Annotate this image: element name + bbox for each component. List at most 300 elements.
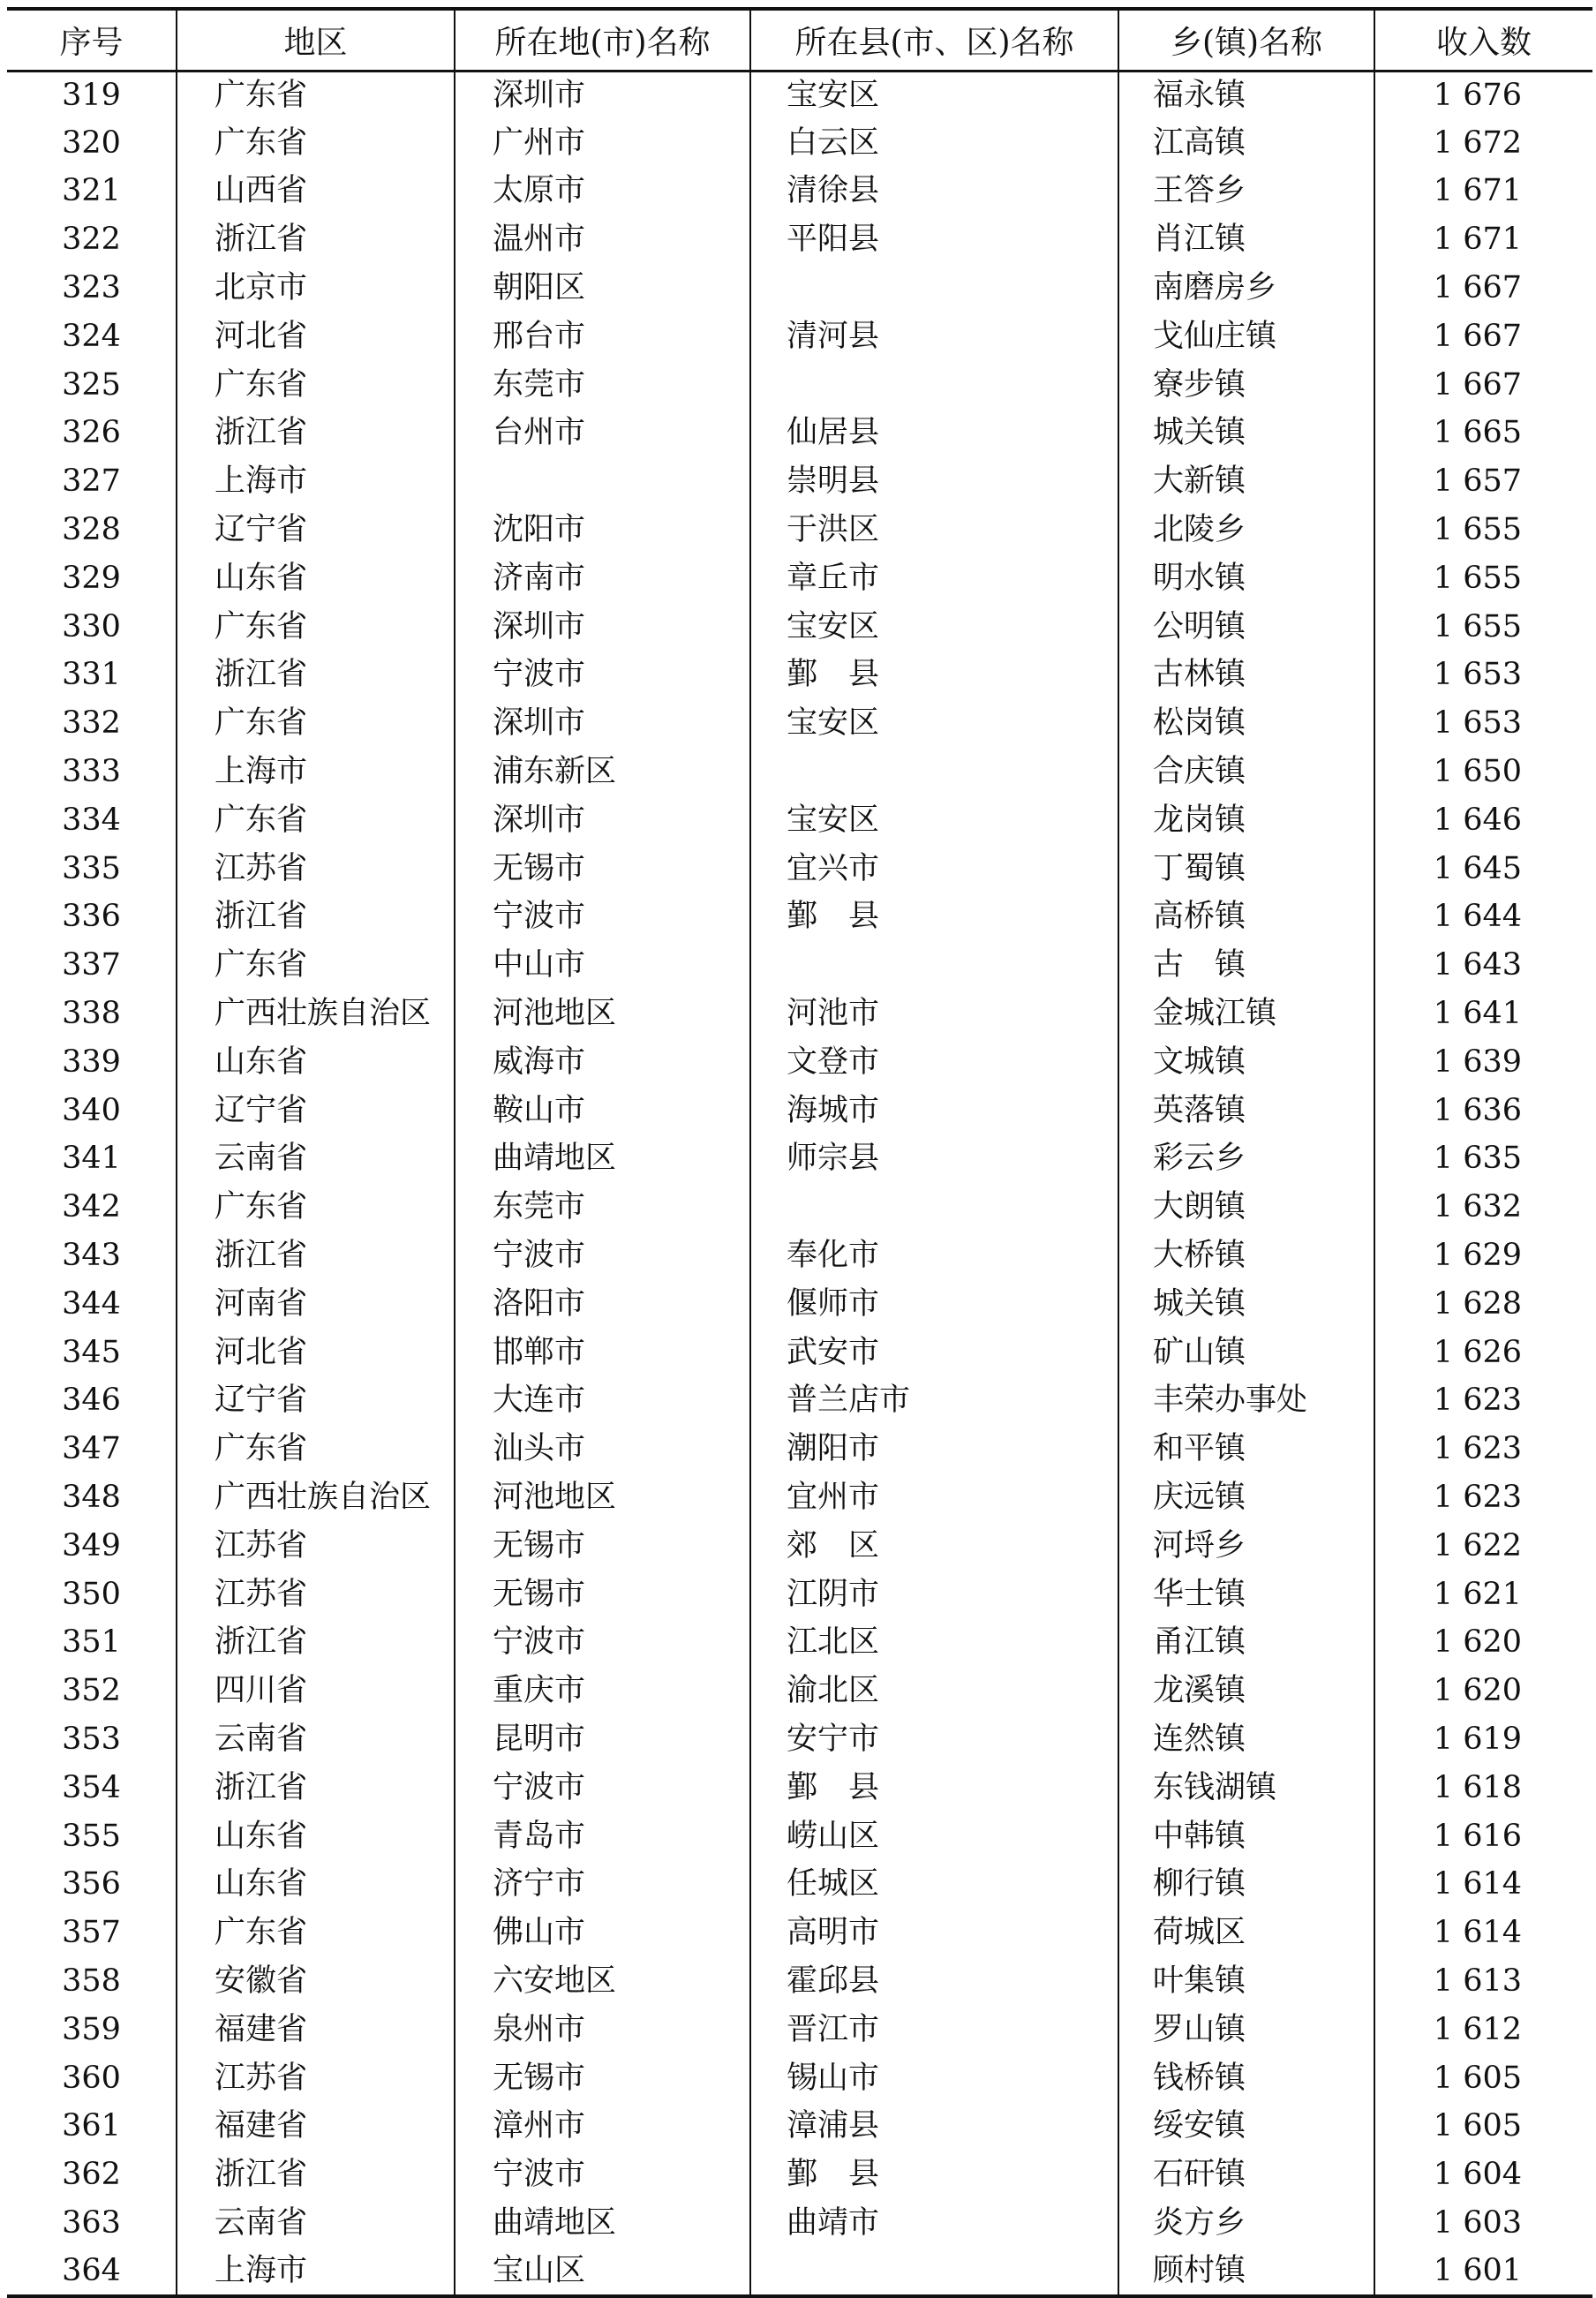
cell-town: 华士镇 xyxy=(1118,1571,1374,1619)
income-table xyxy=(7,7,1592,2298)
cell-town: 松岗镇 xyxy=(1118,699,1374,748)
cell-town: 罗山镇 xyxy=(1118,2006,1374,2054)
cell-city: 台州市 xyxy=(455,410,750,458)
cell-town: 连然镇 xyxy=(1118,1715,1374,1764)
income-table-page xyxy=(7,7,1592,2298)
cell-income: 1 613 xyxy=(1374,1957,1592,2006)
table-row xyxy=(7,1522,1592,1571)
cell-county: 河池市 xyxy=(750,990,1118,1038)
cell-city: 深圳市 xyxy=(455,796,750,845)
table-row xyxy=(7,1764,1592,1812)
cell-income: 1 643 xyxy=(1374,941,1592,990)
table-row xyxy=(7,1715,1592,1764)
cell-income: 1 623 xyxy=(1374,1377,1592,1426)
cell-city: 宁波市 xyxy=(455,2151,750,2199)
cell-county: 仙居县 xyxy=(750,410,1118,458)
cell-income: 1 623 xyxy=(1374,1473,1592,1522)
cell-city: 青岛市 xyxy=(455,1812,750,1861)
cell-town: 丰荣办事处 xyxy=(1118,1377,1374,1426)
cell-county: 师宗县 xyxy=(750,1135,1118,1184)
cell-city: 昆明市 xyxy=(455,1715,750,1764)
cell-city: 宁波市 xyxy=(455,1232,750,1280)
cell-city: 宝山区 xyxy=(455,2248,750,2296)
cell-seq: 323 xyxy=(62,270,121,306)
table-row xyxy=(7,2054,1592,2103)
cell-income: 1 626 xyxy=(1374,1329,1592,1377)
cell-income: 1 614 xyxy=(1374,1909,1592,1957)
cell-income: 1 653 xyxy=(1374,699,1592,748)
cell-city xyxy=(455,457,750,506)
cell-town: 炎方乡 xyxy=(1118,2199,1374,2248)
cell-seq: 329 xyxy=(62,560,121,596)
header-seq: 序号 xyxy=(7,9,177,71)
cell-region: 广东省 xyxy=(177,796,455,845)
cell-region: 辽宁省 xyxy=(177,506,455,554)
cell-city: 朝阳区 xyxy=(455,264,750,313)
cell-county: 章丘市 xyxy=(750,554,1118,603)
cell-income: 1 672 xyxy=(1374,119,1592,168)
cell-seq: 336 xyxy=(62,899,121,935)
cell-county: 任城区 xyxy=(750,1860,1118,1909)
header-city: 所在地(市)名称 xyxy=(455,9,750,71)
cell-region: 辽宁省 xyxy=(177,1377,455,1426)
cell-region: 山东省 xyxy=(177,1038,455,1087)
cell-income: 1 601 xyxy=(1374,2248,1592,2296)
cell-town: 王答乡 xyxy=(1118,168,1374,216)
table-row xyxy=(7,1329,1592,1377)
cell-region: 江苏省 xyxy=(177,1522,455,1571)
cell-town: 大桥镇 xyxy=(1118,1232,1374,1280)
cell-seq: 327 xyxy=(62,463,121,500)
table-row xyxy=(7,1232,1592,1280)
header-county: 所在县(市、区)名称 xyxy=(750,9,1118,71)
cell-county: 清河县 xyxy=(750,313,1118,361)
cell-income: 1 612 xyxy=(1374,2006,1592,2054)
cell-town: 彩云乡 xyxy=(1118,1135,1374,1184)
table-row xyxy=(7,215,1592,264)
cell-seq: 338 xyxy=(62,996,121,1032)
cell-town: 东钱湖镇 xyxy=(1118,1764,1374,1812)
cell-region: 山西省 xyxy=(177,168,455,216)
cell-city: 中山市 xyxy=(455,941,750,990)
cell-county xyxy=(750,941,1118,990)
table-row xyxy=(7,1087,1592,1135)
cell-town: 顾村镇 xyxy=(1118,2248,1374,2296)
cell-county xyxy=(750,361,1118,410)
cell-region: 浙江省 xyxy=(177,652,455,700)
table-row xyxy=(7,990,1592,1038)
table-row xyxy=(7,2102,1592,2151)
cell-region: 云南省 xyxy=(177,2199,455,2248)
cell-county: 海城市 xyxy=(750,1087,1118,1135)
cell-seq: 340 xyxy=(62,1092,121,1128)
table-row xyxy=(7,2006,1592,2054)
cell-income: 1 622 xyxy=(1374,1522,1592,1571)
cell-region: 广东省 xyxy=(177,119,455,168)
cell-region: 河南省 xyxy=(177,1280,455,1329)
cell-region: 浙江省 xyxy=(177,893,455,942)
cell-county: 宝安区 xyxy=(750,796,1118,845)
cell-county xyxy=(750,264,1118,313)
cell-seq: 341 xyxy=(62,1141,121,1177)
table-row xyxy=(7,71,1592,119)
table-row xyxy=(7,1571,1592,1619)
cell-seq: 348 xyxy=(62,1480,121,1515)
cell-city: 深圳市 xyxy=(455,699,750,748)
cell-income: 1 632 xyxy=(1374,1183,1592,1232)
cell-seq: 331 xyxy=(62,657,121,693)
cell-county: 文登市 xyxy=(750,1038,1118,1087)
cell-town: 绥安镇 xyxy=(1118,2102,1374,2151)
cell-city: 邯郸市 xyxy=(455,1329,750,1377)
cell-town: 矿山镇 xyxy=(1118,1329,1374,1377)
cell-seq: 324 xyxy=(62,318,121,354)
cell-county: 霍邱县 xyxy=(750,1957,1118,2006)
cell-region: 江苏省 xyxy=(177,2054,455,2103)
cell-seq: 322 xyxy=(62,222,121,258)
table-row xyxy=(7,941,1592,990)
cell-region: 上海市 xyxy=(177,748,455,796)
cell-income: 1 671 xyxy=(1374,168,1592,216)
cell-town: 大朗镇 xyxy=(1118,1183,1374,1232)
cell-city: 汕头市 xyxy=(455,1425,750,1473)
cell-region: 广东省 xyxy=(177,603,455,652)
cell-town: 荷城区 xyxy=(1118,1909,1374,1957)
cell-city: 浦东新区 xyxy=(455,748,750,796)
cell-income: 1 636 xyxy=(1374,1087,1592,1135)
cell-city: 曲靖地区 xyxy=(455,2199,750,2248)
table-row xyxy=(7,699,1592,748)
cell-region: 广东省 xyxy=(177,71,455,119)
table-row xyxy=(7,652,1592,700)
table-row xyxy=(7,313,1592,361)
table-row xyxy=(7,1135,1592,1184)
cell-income: 1 628 xyxy=(1374,1280,1592,1329)
cell-city: 无锡市 xyxy=(455,1522,750,1571)
cell-seq: 353 xyxy=(62,1721,121,1757)
cell-income: 1 665 xyxy=(1374,410,1592,458)
cell-county: 于洪区 xyxy=(750,506,1118,554)
cell-income: 1 635 xyxy=(1374,1135,1592,1184)
cell-seq: 343 xyxy=(62,1238,121,1274)
cell-region: 山东省 xyxy=(177,554,455,603)
cell-income: 1 667 xyxy=(1374,361,1592,410)
cell-income: 1 604 xyxy=(1374,2151,1592,2199)
cell-city: 济宁市 xyxy=(455,1860,750,1909)
cell-income: 1 655 xyxy=(1374,554,1592,603)
cell-county: 白云区 xyxy=(750,119,1118,168)
cell-city: 漳州市 xyxy=(455,2102,750,2151)
table-row xyxy=(7,2199,1592,2248)
cell-city: 宁波市 xyxy=(455,1619,750,1668)
cell-income: 1 639 xyxy=(1374,1038,1592,1087)
cell-seq: 364 xyxy=(7,2248,177,2296)
cell-seq: 326 xyxy=(62,415,121,451)
cell-county: 宜兴市 xyxy=(750,845,1118,893)
cell-county: 崂山区 xyxy=(750,1812,1118,1861)
cell-town: 高桥镇 xyxy=(1118,893,1374,942)
cell-town: 肖江镇 xyxy=(1118,215,1374,264)
header-region: 地区 xyxy=(177,9,455,71)
cell-region: 安徽省 xyxy=(177,1957,455,2006)
cell-town: 江高镇 xyxy=(1118,119,1374,168)
cell-seq: 350 xyxy=(62,1576,121,1612)
cell-county: 曲靖市 xyxy=(750,2199,1118,2248)
cell-seq: 356 xyxy=(62,1866,121,1902)
table-row xyxy=(7,1183,1592,1232)
cell-seq: 352 xyxy=(62,1673,121,1709)
table-row xyxy=(7,1957,1592,2006)
cell-county: 锡山市 xyxy=(750,2054,1118,2103)
cell-region: 上海市 xyxy=(177,457,455,506)
cell-city: 邢台市 xyxy=(455,313,750,361)
header-income: 收入数 xyxy=(1374,9,1592,71)
cell-seq: 347 xyxy=(62,1431,121,1467)
cell-county: 宝安区 xyxy=(750,71,1118,119)
cell-county: 鄞 县 xyxy=(750,652,1118,700)
cell-city: 无锡市 xyxy=(455,2054,750,2103)
table-row xyxy=(7,554,1592,603)
cell-income: 1 616 xyxy=(1374,1812,1592,1861)
cell-town: 和平镇 xyxy=(1118,1425,1374,1473)
cell-region: 浙江省 xyxy=(177,2151,455,2199)
cell-city: 重庆市 xyxy=(455,1667,750,1715)
table-row xyxy=(7,264,1592,313)
cell-county: 崇明县 xyxy=(750,457,1118,506)
cell-town: 城关镇 xyxy=(1118,1280,1374,1329)
cell-seq: 335 xyxy=(62,850,121,886)
cell-county: 清徐县 xyxy=(750,168,1118,216)
cell-town: 古 镇 xyxy=(1118,941,1374,990)
cell-income: 1 653 xyxy=(1374,652,1592,700)
cell-county: 鄞 县 xyxy=(750,893,1118,942)
cell-town: 金城江镇 xyxy=(1118,990,1374,1038)
cell-income: 1 621 xyxy=(1374,1571,1592,1619)
cell-seq: 363 xyxy=(62,2204,121,2241)
cell-income: 1 645 xyxy=(1374,845,1592,893)
table-row xyxy=(7,748,1592,796)
cell-county: 偃师市 xyxy=(750,1280,1118,1329)
cell-town: 城关镇 xyxy=(1118,410,1374,458)
cell-seq: 328 xyxy=(62,512,121,548)
cell-region: 上海市 xyxy=(177,2248,455,2296)
cell-income: 1 629 xyxy=(1374,1232,1592,1280)
cell-town: 龙溪镇 xyxy=(1118,1667,1374,1715)
table-row xyxy=(7,168,1592,216)
cell-town: 南磨房乡 xyxy=(1118,264,1374,313)
table-row xyxy=(7,119,1592,168)
table-row xyxy=(7,1909,1592,1957)
table-body xyxy=(7,71,1592,2296)
cell-county: 漳浦县 xyxy=(750,2102,1118,2151)
cell-income: 1 655 xyxy=(1374,603,1592,652)
cell-city: 河池地区 xyxy=(455,990,750,1038)
cell-county: 高明市 xyxy=(750,1909,1118,1957)
cell-city: 沈阳市 xyxy=(455,506,750,554)
cell-town: 丁蜀镇 xyxy=(1118,845,1374,893)
cell-town: 古林镇 xyxy=(1118,652,1374,700)
cell-county: 晋江市 xyxy=(750,2006,1118,2054)
cell-county: 潮阳市 xyxy=(750,1425,1118,1473)
cell-income: 1 614 xyxy=(1374,1860,1592,1909)
cell-income: 1 667 xyxy=(1374,264,1592,313)
cell-county: 安宁市 xyxy=(750,1715,1118,1764)
cell-seq: 325 xyxy=(62,366,121,403)
cell-town: 柳行镇 xyxy=(1118,1860,1374,1909)
cell-city: 深圳市 xyxy=(455,603,750,652)
cell-city: 广州市 xyxy=(455,119,750,168)
cell-town: 河埒乡 xyxy=(1118,1522,1374,1571)
cell-region: 云南省 xyxy=(177,1135,455,1184)
cell-seq: 361 xyxy=(62,2108,121,2144)
cell-seq: 357 xyxy=(62,1915,121,1951)
cell-income: 1 619 xyxy=(1374,1715,1592,1764)
cell-town: 龙岗镇 xyxy=(1118,796,1374,845)
cell-seq: 362 xyxy=(62,2157,121,2193)
cell-county: 江北区 xyxy=(750,1619,1118,1668)
cell-seq: 344 xyxy=(62,1285,121,1322)
cell-region: 浙江省 xyxy=(177,215,455,264)
cell-county: 鄞 县 xyxy=(750,1764,1118,1812)
cell-city: 宁波市 xyxy=(455,893,750,942)
cell-city: 曲靖地区 xyxy=(455,1135,750,1184)
cell-seq: 346 xyxy=(62,1383,121,1419)
cell-seq: 355 xyxy=(62,1818,121,1854)
cell-town: 叶集镇 xyxy=(1118,1957,1374,2006)
cell-county: 宝安区 xyxy=(750,603,1118,652)
header-row xyxy=(7,9,1592,71)
table-row xyxy=(7,457,1592,506)
cell-region: 云南省 xyxy=(177,1715,455,1764)
table-row xyxy=(7,796,1592,845)
cell-region: 广东省 xyxy=(177,941,455,990)
cell-town: 钱桥镇 xyxy=(1118,2054,1374,2103)
cell-region: 河北省 xyxy=(177,313,455,361)
cell-city: 东莞市 xyxy=(455,1183,750,1232)
cell-seq: 354 xyxy=(62,1769,121,1805)
cell-town: 公明镇 xyxy=(1118,603,1374,652)
cell-income: 1 671 xyxy=(1374,215,1592,264)
cell-income: 1 657 xyxy=(1374,457,1592,506)
cell-income: 1 644 xyxy=(1374,893,1592,942)
cell-income: 1 603 xyxy=(1374,2199,1592,2248)
table-row xyxy=(7,2151,1592,2199)
cell-income: 1 620 xyxy=(1374,1667,1592,1715)
cell-city: 宁波市 xyxy=(455,652,750,700)
cell-seq: 342 xyxy=(62,1189,121,1225)
table-row xyxy=(7,2248,1592,2296)
cell-region: 广西壮族自治区 xyxy=(177,990,455,1038)
cell-city: 泉州市 xyxy=(455,2006,750,2054)
cell-town: 寮步镇 xyxy=(1118,361,1374,410)
cell-seq: 349 xyxy=(62,1527,121,1563)
cell-county: 平阳县 xyxy=(750,215,1118,264)
cell-city: 威海市 xyxy=(455,1038,750,1087)
cell-county xyxy=(750,748,1118,796)
cell-seq: 351 xyxy=(62,1624,121,1661)
cell-seq: 339 xyxy=(62,1044,121,1080)
cell-seq: 358 xyxy=(62,1963,121,1999)
table-row xyxy=(7,1619,1592,1668)
cell-city: 济南市 xyxy=(455,554,750,603)
cell-seq: 319 xyxy=(62,77,121,113)
cell-income: 1 676 xyxy=(1374,71,1592,119)
table-row xyxy=(7,1667,1592,1715)
cell-city: 河池地区 xyxy=(455,1473,750,1522)
cell-town: 戈仙庄镇 xyxy=(1118,313,1374,361)
table-row xyxy=(7,1280,1592,1329)
cell-income: 1 618 xyxy=(1374,1764,1592,1812)
cell-region: 北京市 xyxy=(177,264,455,313)
table-row xyxy=(7,1473,1592,1522)
cell-income: 1 620 xyxy=(1374,1619,1592,1668)
table-row xyxy=(7,1038,1592,1087)
cell-city: 鞍山市 xyxy=(455,1087,750,1135)
table-row xyxy=(7,361,1592,410)
cell-income: 1 641 xyxy=(1374,990,1592,1038)
table-row xyxy=(7,1377,1592,1426)
table-row xyxy=(7,410,1592,458)
cell-region: 浙江省 xyxy=(177,1764,455,1812)
table-row xyxy=(7,845,1592,893)
cell-income: 1 623 xyxy=(1374,1425,1592,1473)
table-row xyxy=(7,603,1592,652)
cell-city: 温州市 xyxy=(455,215,750,264)
cell-region: 山东省 xyxy=(177,1812,455,1861)
cell-region: 广东省 xyxy=(177,1425,455,1473)
cell-region: 山东省 xyxy=(177,1860,455,1909)
cell-city: 六安地区 xyxy=(455,1957,750,2006)
cell-region: 广东省 xyxy=(177,1909,455,1957)
cell-region: 福建省 xyxy=(177,2102,455,2151)
cell-town: 英落镇 xyxy=(1118,1087,1374,1135)
cell-county: 鄞 县 xyxy=(750,2151,1118,2199)
cell-seq: 334 xyxy=(62,802,121,838)
cell-city: 洛阳市 xyxy=(455,1280,750,1329)
cell-region: 广东省 xyxy=(177,699,455,748)
cell-seq: 333 xyxy=(62,754,121,790)
cell-income: 1 667 xyxy=(1374,313,1592,361)
cell-town: 文城镇 xyxy=(1118,1038,1374,1087)
cell-county: 郊 区 xyxy=(750,1522,1118,1571)
cell-town: 合庆镇 xyxy=(1118,748,1374,796)
cell-city: 深圳市 xyxy=(455,71,750,119)
cell-income: 1 646 xyxy=(1374,796,1592,845)
cell-county: 宜州市 xyxy=(750,1473,1118,1522)
cell-seq: 332 xyxy=(62,705,121,742)
cell-town: 北陵乡 xyxy=(1118,506,1374,554)
cell-county: 宝安区 xyxy=(750,699,1118,748)
cell-county xyxy=(750,2248,1118,2296)
cell-city: 太原市 xyxy=(455,168,750,216)
cell-county xyxy=(750,1183,1118,1232)
cell-seq: 360 xyxy=(62,2060,121,2096)
cell-county: 普兰店市 xyxy=(750,1377,1118,1426)
cell-seq: 359 xyxy=(62,2011,121,2047)
cell-city: 无锡市 xyxy=(455,845,750,893)
cell-seq: 320 xyxy=(62,124,121,161)
cell-town: 福永镇 xyxy=(1118,71,1374,119)
cell-region: 江苏省 xyxy=(177,845,455,893)
cell-region: 广东省 xyxy=(177,361,455,410)
table-row xyxy=(7,1812,1592,1861)
cell-income: 1 605 xyxy=(1374,2054,1592,2103)
cell-seq: 337 xyxy=(62,947,121,983)
table-row xyxy=(7,893,1592,942)
cell-region: 江苏省 xyxy=(177,1571,455,1619)
cell-county: 江阴市 xyxy=(750,1571,1118,1619)
cell-income: 1 655 xyxy=(1374,506,1592,554)
